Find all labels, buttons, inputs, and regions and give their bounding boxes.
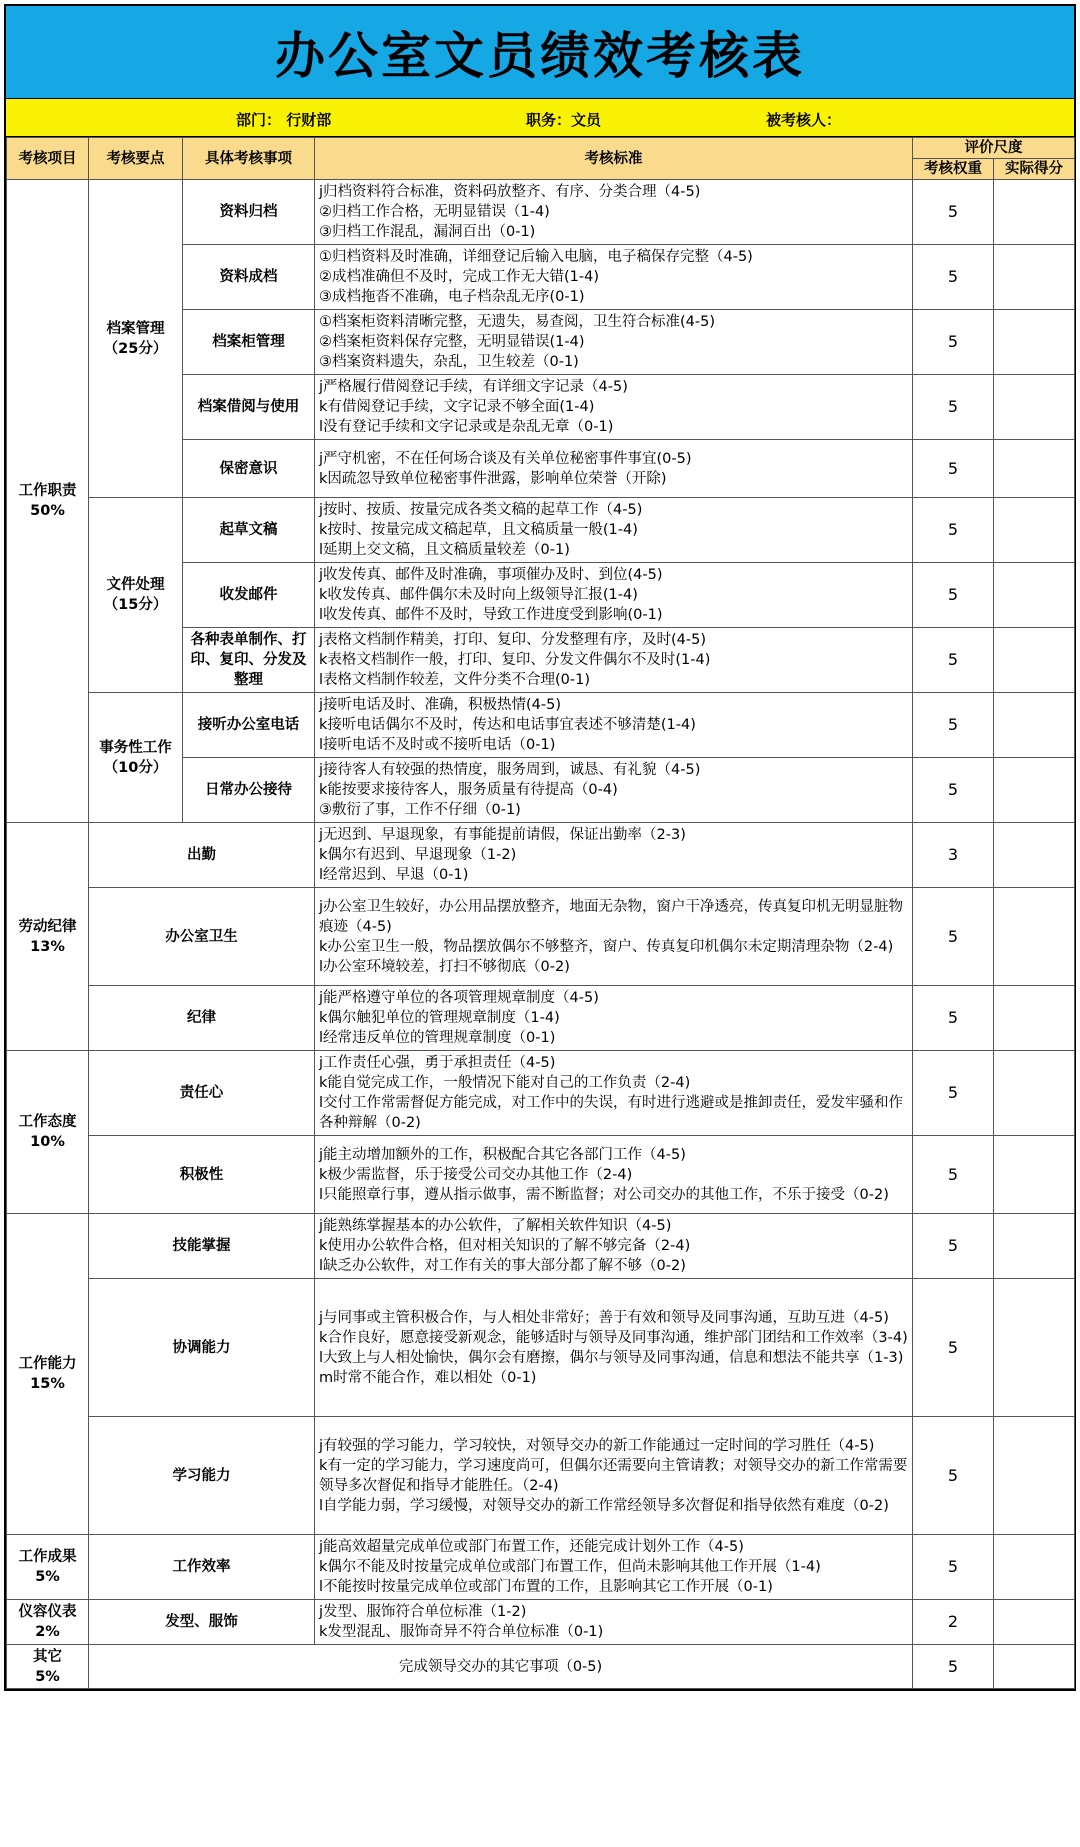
standard-line: k有一定的学习能力，学习速度尚可，但偶尔还需要向主管请教；对领导交办的新工作常需要领导多次督促和指导才能胜任。（2-4) bbox=[319, 1457, 908, 1494]
group-cell-appearance: 仪容仪表 2% bbox=[7, 1600, 89, 1645]
item-cell: 积极性 bbox=[89, 1136, 315, 1214]
standard-line: k因疏忽导致单位秘密事件泄露，影响单位荣誉（开除) bbox=[319, 470, 667, 487]
standard-cell bbox=[315, 1051, 913, 1136]
page-title: 办公室文员绩效考核表 bbox=[275, 27, 805, 85]
standard-line: j按时、按质、按量完成各类文稿的起草工作（4-5) bbox=[319, 502, 643, 518]
standard-line: l自学能力弱，学习缓慢，对领导交办的新工作常经领导多次督促和指导依然有难度（0-2) bbox=[319, 1497, 889, 1514]
assessment-sheet bbox=[4, 4, 1076, 1691]
weight-cell: 3 bbox=[913, 823, 994, 888]
score-input-cell[interactable] bbox=[994, 986, 1075, 1051]
item-cell: 工作效率 bbox=[89, 1535, 315, 1600]
weight-cell: 5 bbox=[913, 888, 994, 986]
score-input-cell[interactable] bbox=[994, 888, 1075, 986]
standard-line: l经常违反单位的管理规章制度（0-1) bbox=[319, 1030, 556, 1046]
header-scale: 评价尺度 bbox=[913, 138, 1075, 159]
table-row bbox=[7, 180, 1075, 245]
keypoint-cell-duty-doc: 文件处理 （15分） bbox=[89, 498, 183, 693]
other-item-cell: 完成领导交办的其它事项（0-5) bbox=[89, 1645, 913, 1689]
weight-cell: 5 bbox=[913, 498, 994, 563]
score-input-cell[interactable] bbox=[994, 1600, 1075, 1645]
standard-line: j能熟练掌握基本的办公软件，了解相关软件知识（4-5) bbox=[319, 1218, 672, 1234]
item-cell: 协调能力 bbox=[89, 1279, 315, 1417]
standard-line: k偶尔有迟到、早退现象（1-2) bbox=[319, 847, 517, 863]
item-cell: 收发邮件 bbox=[183, 563, 315, 628]
score-input-cell[interactable] bbox=[994, 1279, 1075, 1417]
item-cell: 资料成档 bbox=[183, 245, 315, 310]
table-row bbox=[7, 1136, 1075, 1214]
weight-cell: 5 bbox=[913, 245, 994, 310]
standard-cell bbox=[315, 440, 913, 498]
standard-line: l办公室环境较差，打扫不够彻底（0-2) bbox=[319, 958, 570, 975]
standard-line: j能严格遵守单位的各项管理规章制度（4-5) bbox=[319, 990, 599, 1006]
weight-cell: 5 bbox=[913, 1417, 994, 1535]
standard-line: j能主动增加额外的工作，积极配合其它各部门工作（4-5) bbox=[319, 1146, 686, 1163]
info-bar bbox=[6, 99, 1074, 137]
standard-line: k使用办公软件合格，但对相关知识的了解不够完备（2-4) bbox=[319, 1238, 691, 1254]
assessment-table bbox=[6, 137, 1075, 1689]
keypoint-cell-duty-archive: 档案管理 （25分） bbox=[89, 180, 183, 498]
score-input-cell[interactable] bbox=[994, 758, 1075, 823]
assessee-label: 被考核人： bbox=[766, 111, 842, 129]
standard-line: ③成档拖沓不准确，电子档杂乱无序(0-1) bbox=[319, 289, 585, 305]
score-input-cell[interactable] bbox=[994, 823, 1075, 888]
item-cell: 起草文稿 bbox=[183, 498, 315, 563]
standard-cell bbox=[315, 693, 913, 758]
standard-cell bbox=[315, 628, 913, 693]
score-input-cell[interactable] bbox=[994, 310, 1075, 375]
table-row bbox=[7, 1051, 1075, 1136]
header-standard: 考核标准 bbox=[315, 138, 913, 180]
table-row bbox=[7, 1279, 1075, 1417]
score-input-cell[interactable] bbox=[994, 1214, 1075, 1279]
weight-cell: 5 bbox=[913, 1645, 994, 1689]
standard-line: j接待客人有较强的热情度，服务周到，诚恳、有礼貌（4-5) bbox=[319, 762, 701, 778]
weight-cell: 5 bbox=[913, 986, 994, 1051]
standard-line: k办公室卫生一般，物品摆放偶尔不够整齐，窗户、传真复印机偶尔未定期清理杂物（2-4) bbox=[319, 938, 894, 955]
score-input-cell[interactable] bbox=[994, 180, 1075, 245]
standard-line: j表格文档制作精美，打印、复印、分发整理有序，及时(4-5) bbox=[319, 632, 707, 648]
standard-line: l交付工作常需督促方能完成，对工作中的失误，有时进行逃避或是推卸责任，爱发牢骚和作各种辩解（0-2) bbox=[319, 1095, 904, 1131]
score-input-cell[interactable] bbox=[994, 1051, 1075, 1136]
table-row bbox=[7, 1535, 1075, 1600]
standard-line: l不能按时按量完成单位或部门布置的工作，且影响其它工作开展（0-1) bbox=[319, 1579, 773, 1595]
standard-cell bbox=[315, 180, 913, 245]
standard-line: k接听电话偶尔不及时，传达和电话事宜表述不够清楚(1-4) bbox=[319, 717, 696, 733]
standard-line: l只能照章行事，遵从指示做事，需不断监督；对公司交办的其他工作，不乐于接受（0-2) bbox=[319, 1186, 889, 1203]
standard-cell bbox=[315, 563, 913, 628]
score-input-cell[interactable] bbox=[994, 563, 1075, 628]
standard-cell bbox=[315, 1535, 913, 1600]
standard-line: k发型混乱、服饰奇异不符合单位标准（0-1) bbox=[319, 1624, 604, 1640]
score-input-cell[interactable] bbox=[994, 628, 1075, 693]
table-row bbox=[7, 1417, 1075, 1535]
standard-line: j归档资料符合标准，资料码放整齐、有序、分类合理（4-5) bbox=[319, 184, 701, 200]
weight-cell: 5 bbox=[913, 375, 994, 440]
standard-line: j发型、服饰符合单位标准（1-2) bbox=[319, 1604, 527, 1620]
standard-line: j办公室卫生较好，办公用品摆放整齐，地面无杂物，窗户干净透亮，传真复印机无明显脏物痕迹（4-5) bbox=[319, 898, 904, 935]
group-cell-attitude: 工作态度 10% bbox=[7, 1051, 89, 1214]
standard-line: j收发传真、邮件及时准确，事项催办及时、到位(4-5) bbox=[319, 567, 663, 583]
item-cell: 出勤 bbox=[89, 823, 315, 888]
group-cell-duty: 工作职责 50% bbox=[7, 180, 89, 823]
weight-cell: 5 bbox=[913, 180, 994, 245]
table-row bbox=[7, 823, 1075, 888]
standard-cell bbox=[315, 986, 913, 1051]
standard-line: j接听电话及时、准确，积极热情(4-5) bbox=[319, 697, 562, 713]
weight-cell: 5 bbox=[913, 563, 994, 628]
score-input-cell[interactable] bbox=[994, 1535, 1075, 1600]
weight-cell: 5 bbox=[913, 1051, 994, 1136]
title-bar bbox=[6, 6, 1074, 99]
standard-line: l收发传真、邮件不及时，导致工作进度受到影响(0-1) bbox=[319, 607, 663, 623]
standard-cell bbox=[315, 1279, 913, 1417]
standard-line: ②成档准确但不及时，完成工作无大错(1-4) bbox=[319, 269, 599, 285]
standard-line: j无迟到、早退现象，有事能提前请假，保证出勤率（2-3) bbox=[319, 827, 686, 843]
standard-line: k有借阅登记手续，文字记录不够全面(1-4) bbox=[319, 399, 595, 415]
standard-line: k收发传真、邮件偶尔未及时向上级领导汇报(1-4) bbox=[319, 587, 638, 603]
score-input-cell[interactable] bbox=[994, 693, 1075, 758]
weight-cell: 5 bbox=[913, 440, 994, 498]
weight-cell: 5 bbox=[913, 1214, 994, 1279]
item-cell: 责任心 bbox=[89, 1051, 315, 1136]
group-cell-discipline: 劳动纪律 13% bbox=[7, 823, 89, 1051]
group-cell-result: 工作成果 5% bbox=[7, 1535, 89, 1600]
score-input-cell[interactable] bbox=[994, 245, 1075, 310]
position-label: 职务：文员 bbox=[526, 111, 602, 129]
standard-line: k偶尔触犯单位的管理规章制度（1-4) bbox=[319, 1010, 560, 1026]
standard-line: k能按要求接待客人，服务质量有待提高（0-4) bbox=[319, 782, 618, 798]
header-item: 具体考核事项 bbox=[183, 138, 315, 180]
weight-cell: 5 bbox=[913, 628, 994, 693]
standard-line: k能自觉完成工作，一般情况下能对自己的工作负责（2-4) bbox=[319, 1075, 691, 1091]
standard-line: j与同事或主管积极合作，与人相处非常好；善于有效和领导及同事沟通，互助互进（4-5) bbox=[319, 1309, 889, 1326]
department-label: 部门： 行财部 bbox=[236, 111, 332, 129]
item-cell: 接听办公室电话 bbox=[183, 693, 315, 758]
item-cell: 办公室卫生 bbox=[89, 888, 315, 986]
item-cell: 档案柜管理 bbox=[183, 310, 315, 375]
item-cell: 发型、服饰 bbox=[89, 1600, 315, 1645]
standard-line: l延期上交文稿，且文稿质量较差（0-1) bbox=[319, 542, 570, 558]
standard-line: l缺乏办公软件，对工作有关的事大部分都了解不够（0-2) bbox=[319, 1258, 686, 1274]
standard-cell bbox=[315, 498, 913, 563]
standard-cell bbox=[315, 1417, 913, 1535]
standard-line: m时常不能合作，难以相处（0-1) bbox=[319, 1369, 537, 1386]
standard-cell bbox=[315, 1600, 913, 1645]
standard-line: ①归档资料及时准确，详细登记后输入电脑，电子稿保存完整（4-5) bbox=[319, 249, 753, 265]
standard-line: l接听电话不及时或不接听电话（0-1) bbox=[319, 737, 556, 753]
item-cell: 保密意识 bbox=[183, 440, 315, 498]
header-key-point: 考核要点 bbox=[89, 138, 183, 180]
weight-cell: 5 bbox=[913, 693, 994, 758]
standard-line: l表格文档制作较差，文件分类不合理(0-1) bbox=[319, 672, 591, 688]
keypoint-cell-duty-affairs: 事务性工作 （10分） bbox=[89, 693, 183, 823]
weight-cell: 5 bbox=[913, 758, 994, 823]
table-row bbox=[7, 986, 1075, 1051]
standard-cell bbox=[315, 888, 913, 986]
item-cell: 档案借阅与使用 bbox=[183, 375, 315, 440]
item-cell: 各种表单制作、打印、复印、分发及整理 bbox=[183, 628, 315, 693]
standard-line: k极少需监督，乐于接受公司交办其他工作（2-4) bbox=[319, 1166, 633, 1183]
standard-line: ②归档工作合格，无明显错误（1-4) bbox=[319, 204, 550, 220]
table-row bbox=[7, 1214, 1075, 1279]
table-row bbox=[7, 1600, 1075, 1645]
weight-cell: 5 bbox=[913, 1136, 994, 1214]
item-cell: 纪律 bbox=[89, 986, 315, 1051]
item-cell: 技能掌握 bbox=[89, 1214, 315, 1279]
score-input-cell[interactable] bbox=[994, 375, 1075, 440]
score-input-cell[interactable] bbox=[994, 1417, 1075, 1535]
standard-line: l大致上与人相处愉快，偶尔会有磨擦，偶尔与领导及同事沟通，信息和想法不能共享（1-3) bbox=[319, 1349, 904, 1366]
header-weight: 考核权重 bbox=[913, 159, 994, 180]
standard-line: ①档案柜资料清晰完整，无遗失，易查阅，卫生符合标准(4-5) bbox=[319, 314, 715, 330]
standard-line: j工作责任心强，勇于承担责任（4-5) bbox=[319, 1055, 556, 1071]
table-row bbox=[7, 693, 1075, 758]
standard-line: ③敷衍了事，工作不仔细（0-1) bbox=[319, 802, 521, 818]
standard-cell bbox=[315, 1136, 913, 1214]
standard-line: ②档案柜资料保存完整，无明显错误(1-4) bbox=[319, 334, 585, 350]
weight-cell: 5 bbox=[913, 1279, 994, 1417]
weight-cell: 5 bbox=[913, 1535, 994, 1600]
header-project: 考核项目 bbox=[7, 138, 89, 180]
group-cell-other: 其它 5% bbox=[7, 1645, 89, 1689]
item-cell: 资料归档 bbox=[183, 180, 315, 245]
standard-line: j严守机密，不在任何场合谈及有关单位秘密事件事宜(0-5) bbox=[319, 450, 692, 467]
standard-cell bbox=[315, 823, 913, 888]
standard-line: j有较强的学习能力，学习较快，对领导交办的新工作能通过一定时间的学习胜任（4-5) bbox=[319, 1437, 875, 1454]
standard-line: k按时、按量完成文稿起草，且文稿质量一般(1-4) bbox=[319, 522, 638, 538]
score-input-cell[interactable] bbox=[994, 498, 1075, 563]
score-input-cell[interactable] bbox=[994, 440, 1075, 498]
standard-line: l经常迟到、早退（0-1) bbox=[319, 867, 469, 883]
standard-line: k表格文档制作一般，打印、复印、分发文件偶尔不及时(1-4) bbox=[319, 652, 711, 668]
item-cell: 学习能力 bbox=[89, 1417, 315, 1535]
score-input-cell[interactable] bbox=[994, 1136, 1075, 1214]
standard-line: l没有登记手续和文字记录或是杂乱无章（0-1) bbox=[319, 419, 614, 435]
standard-line: ③归档工作混乱，漏洞百出（0-1) bbox=[319, 224, 536, 240]
table-row bbox=[7, 498, 1075, 563]
standard-line: j能高效超量完成单位或部门布置工作，还能完成计划外工作（4-5) bbox=[319, 1539, 744, 1555]
standard-line: ③档案资料遗失，杂乱，卫生较差（0-1) bbox=[319, 354, 579, 370]
table-body bbox=[7, 180, 1075, 1689]
standard-cell bbox=[315, 375, 913, 440]
group-cell-ability: 工作能力 15% bbox=[7, 1214, 89, 1535]
header-score: 实际得分 bbox=[994, 159, 1075, 180]
standard-line: k偶尔不能及时按量完成单位或部门布置工作，但尚未影响其他工作开展（1-4) bbox=[319, 1559, 821, 1575]
standard-cell bbox=[315, 310, 913, 375]
table-row bbox=[7, 888, 1075, 986]
standard-cell bbox=[315, 758, 913, 823]
weight-cell: 2 bbox=[913, 1600, 994, 1645]
standard-cell bbox=[315, 1214, 913, 1279]
weight-cell: 5 bbox=[913, 310, 994, 375]
item-cell: 日常办公接待 bbox=[183, 758, 315, 823]
table-row bbox=[7, 1645, 1075, 1689]
standard-cell bbox=[315, 245, 913, 310]
score-input-cell[interactable] bbox=[994, 1645, 1075, 1689]
standard-line: k合作良好，愿意接受新观念，能够适时与领导及同事沟通，维护部门团结和工作效率（3-4) bbox=[319, 1329, 908, 1346]
standard-line: j严格履行借阅登记手续，有详细文字记录（4-5) bbox=[319, 379, 628, 395]
